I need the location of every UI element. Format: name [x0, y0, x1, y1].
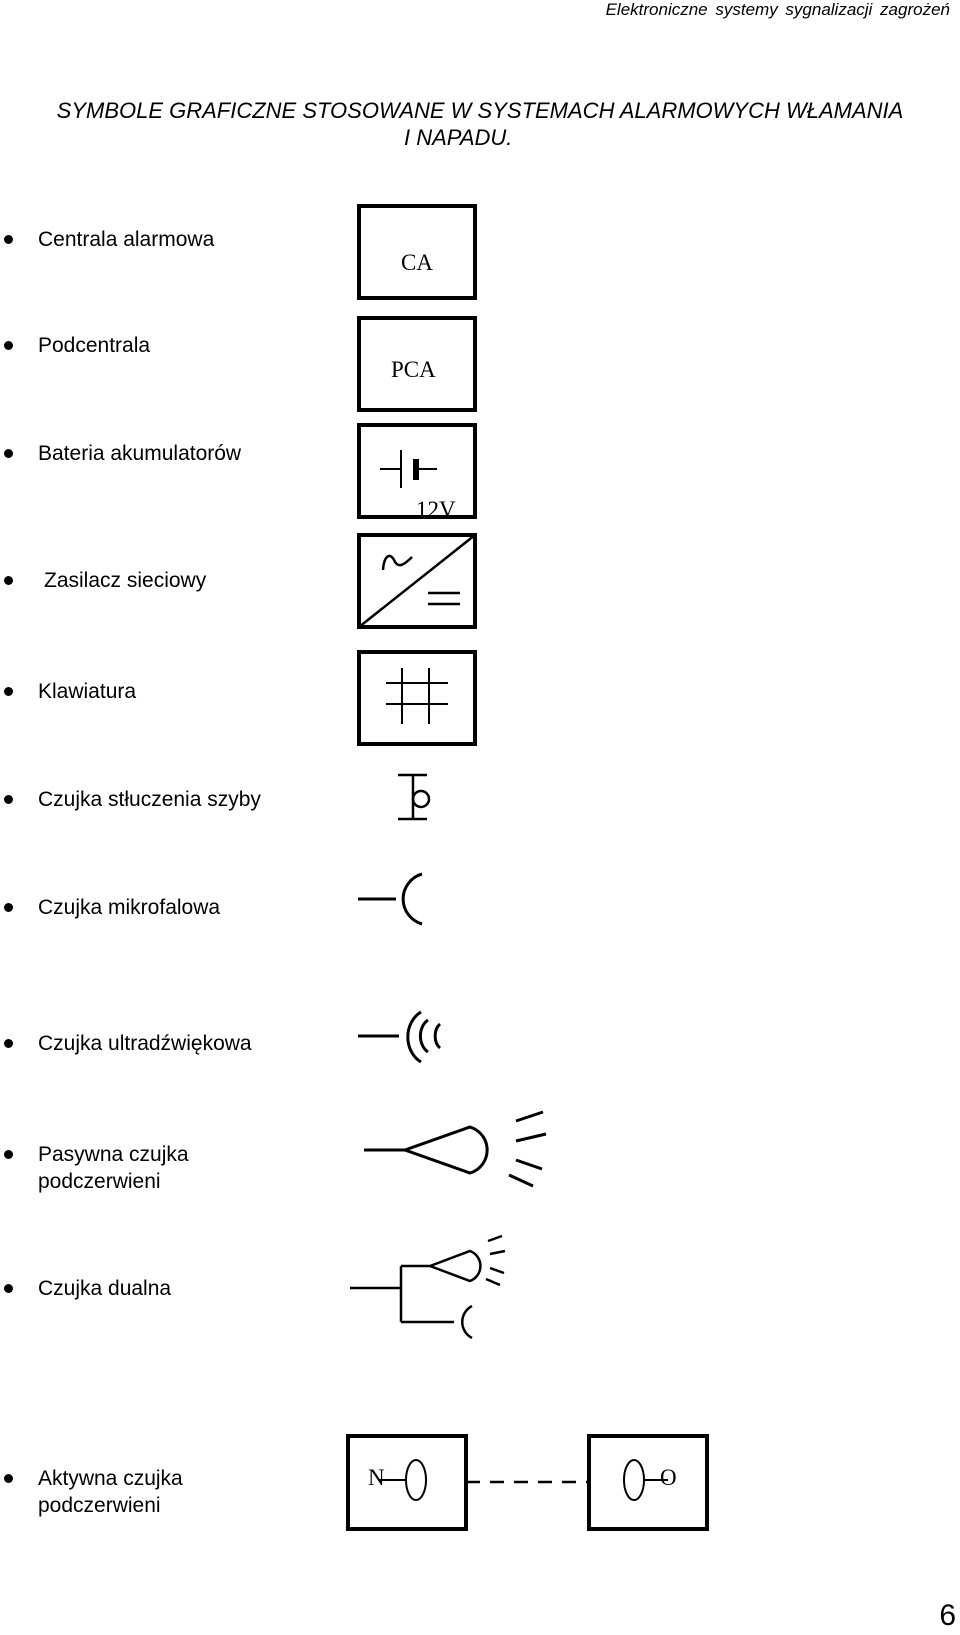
ir-receiver-label: O [660, 1465, 677, 1490]
item-label: Czujka dualna [38, 1277, 172, 1300]
item-label: Aktywna czujka podczerwieni [38, 1467, 183, 1517]
battery-voltage-label: 12V [416, 497, 456, 522]
microwave-sensor-icon [358, 874, 422, 924]
central-unit-label: CA [401, 250, 433, 275]
ir-transmitter-label: N [368, 1465, 385, 1490]
item-label: Czujka mikrofalowa [38, 896, 221, 919]
item-label: Zasilacz sieciowy [44, 569, 207, 592]
item-label: Centrala alarmowa [38, 228, 215, 251]
running-header: Elektroniczne systemy sygnalizacji zagrożeń [605, 0, 950, 19]
ir-receiver-box [589, 1436, 707, 1529]
item-label: Czujka stłuczenia szyby [38, 788, 261, 811]
item-label: Czujka ultradźwiękowa [38, 1032, 252, 1055]
passive-ir-sensor-icon [364, 1112, 546, 1186]
glass-break-sensor-icon [398, 775, 429, 819]
active-ir-barrier-icon [348, 1436, 707, 1529]
battery-cell-icon [380, 450, 437, 488]
ac-dc-converter-icon [359, 535, 475, 627]
page-title-line-1: SYMBOLE GRAFICZNE STOSOWANE W SYSTEMACH ALARMOWYCH WŁAMANIA [56, 98, 904, 123]
item-label: Klawiatura [38, 680, 137, 703]
page-title-line-2: I NAPADU. [404, 125, 513, 150]
dual-sensor-icon [350, 1236, 505, 1338]
item-label: Podcentrala [38, 334, 151, 357]
keypad-box [359, 652, 475, 744]
item-label: Bateria akumulatorów [38, 442, 242, 465]
ultrasonic-sensor-icon [358, 1012, 440, 1062]
page-number: 6 [939, 1599, 956, 1632]
sub-central-label: PCA [391, 357, 436, 382]
item-label: Pasywna czujka podczerwieni [38, 1143, 189, 1193]
keypad-grid-icon [386, 668, 448, 724]
